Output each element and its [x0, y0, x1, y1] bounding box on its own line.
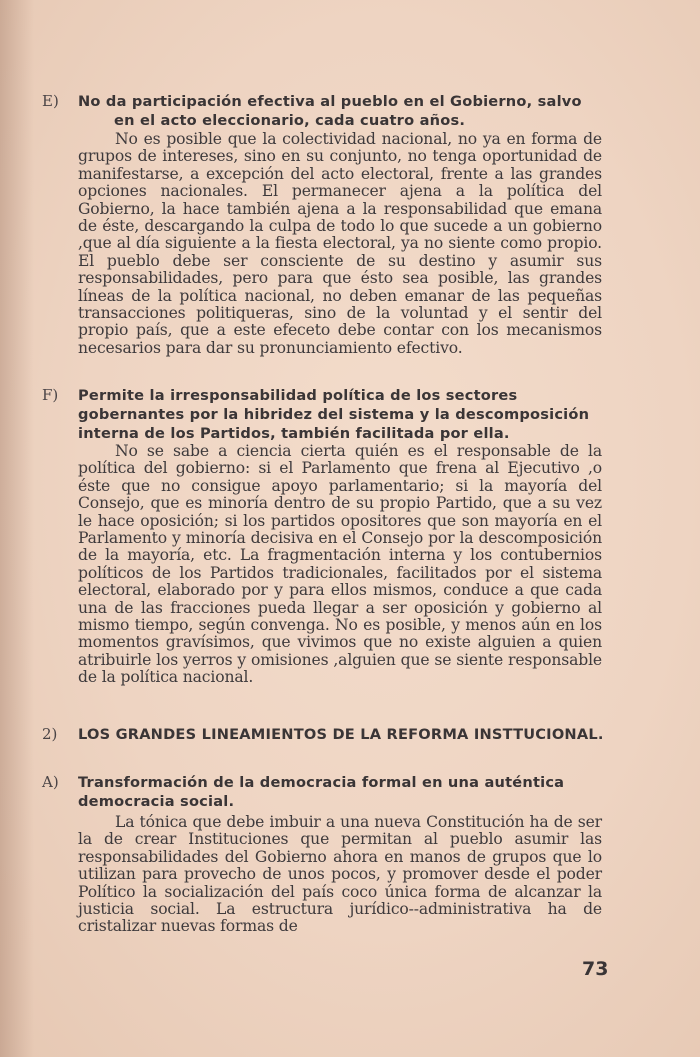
section-heading-2: LOS GRANDES LINEAMIENTOS DE LA REFORMA INSTTUCIONAL.: [78, 726, 604, 743]
page-number: 73: [582, 958, 609, 980]
section-marker-f: F): [42, 386, 59, 404]
section-heading-f: Permite la irresponsabilidad política de los sectores gobernantes por la hibridez del sistema y la descomposición interna de los Partidos, también facilitada por ella.: [78, 387, 590, 442]
section-marker-e: E): [42, 92, 59, 110]
section-body-f: No se sabe a ciencia cierta quién es el responsable de la política del gobierno: si el Parlamento que frena al Ejecutivo ,o éste que no consigue apoyo parlamentario; si la mayoría del Consejo, que es minoría dentro de su propio Partido, que a su vez le hace oposición; si los partidos opositores que son mayoría en el Parlamento y minoría decisiva en el Consejo por la descomposición de la mayoría, etc. La fragmentación interna y los contubernios políticos de los Partidos tradicionales, facilitados por el sistema electoral, elaborado por y para ellos mismos, conduce a que cada una de las fracciones pueda llegar a ser oposición y gobierno al mismo tiempo, según convenga. No es posible, y menos aún en los momentos gravísimos, que vivimos que no existe alguien a quien atribuirle los yerros y omisiones ,alguien que se siente responsable de la política nacional.: [78, 442, 602, 687]
section-body-e: No es posible que la colectividad nacional, no ya en forma de grupos de intereses, sino en su conjunto, no tenga oportunidad de manifestarse, a excepción del acto electoral, frente a las grandes opciones nacionales. El permanecer ajena a la política del Gobierno, la hace también ajena a la responsabilidad que emana de éste, descargando la culpa de todo lo que sucede a un gobierno ,que al día siguiente a la fiesta electoral, ya no siente como propio. El pueblo debe ser consciente de su destino y asumir sus responsabilidades, pero para que ésto sea posible, las grandes líneas de la política nacional, no deben emanar de las pequeñas transacciones politiqueras, sino de la voluntad y el sentir del propio país, que a este efeceto debe contar con los mecanismos necesarios para dar su pronunciamiento efectivo.: [78, 130, 602, 357]
section-body-a: La tónica que debe imbuir a una nueva Constitución ha de ser la de crear Instituciones que permitan al pueblo asumir las responsabilidades del Gobierno ahora en manos de grupos que lo utilizan para provecho de unos pocos, y promover desde el poder Político la socialización del país coco única forma de alcanzar la justicia social. La estructura jurídico--administrativa ha de cristalizar nuevas formas de: [78, 813, 602, 936]
section-marker-2: 2): [42, 725, 58, 743]
section-heading-a: Transformación de la democracia formal en una auténtica democracia social.: [78, 774, 565, 810]
section-heading-e-line1: No da participación efectiva al pueblo en el Gobierno, salvo: [78, 93, 582, 110]
section-heading-e-line2: en el acto eleccionario, cada cuatro años.: [114, 112, 466, 129]
section-marker-a: A): [42, 773, 59, 791]
